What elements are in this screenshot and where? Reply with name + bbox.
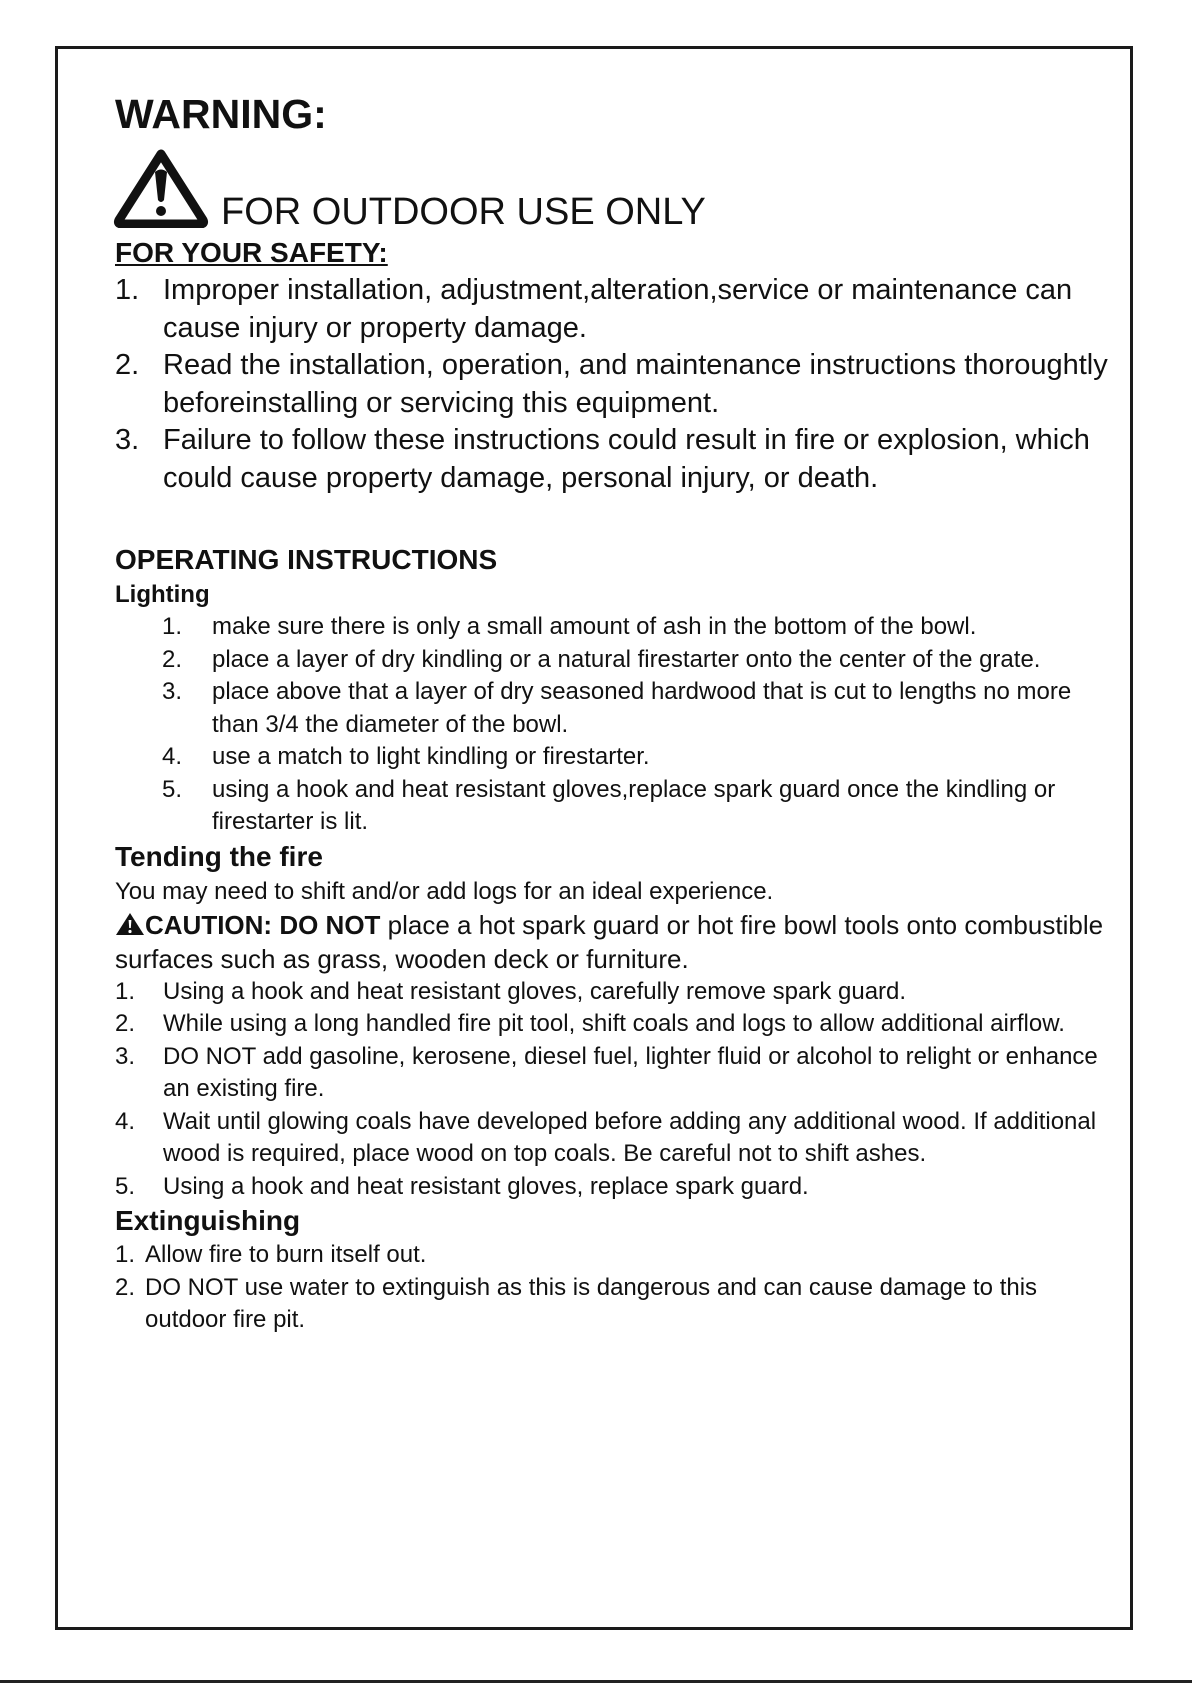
tending-list bbox=[115, 976, 1115, 1204]
list-item: 3. place above that a layer of dry seasoned hardwood that is cut to lengths no more than 3/4 the diameter of the bowl. bbox=[162, 678, 1072, 738]
list-item: 2. Read the installation, operation, and maintenance instructions thoroughtly beforeinstalling or servicing this equipment. bbox=[115, 349, 1108, 419]
caution-text: place a hot spark guard or hot fire bowl tools onto combustible surfaces such as grass, wooden deck or furniture. bbox=[115, 909, 1104, 974]
list-item: 4. Wait until glowing coals have developed before adding any additional wood. If additional wood is required, place wood on top coals. Be careful not to shift ashes. bbox=[115, 1107, 1097, 1167]
list-item: 4. use a match to light kindling or firestarter. bbox=[162, 743, 650, 770]
list-item: 2. While using a long handled fire pit tool, shift coals and logs to allow additional airflow. bbox=[115, 1010, 1065, 1037]
list-item: 1. make sure there is only a small amount of ash in the bottom of the bowl. bbox=[162, 613, 977, 640]
warning-title: WARNING: bbox=[115, 91, 327, 137]
operating-title: OPERATING INSTRUCTIONS bbox=[115, 544, 498, 575]
list-item: 5. Using a hook and heat resistant gloves, replace spark guard. bbox=[115, 1172, 809, 1200]
list-item: 5. using a hook and heat resistant gloves,replace spark guard once the kindling or firestarter is lit. bbox=[162, 775, 1056, 835]
lighting-list bbox=[115, 611, 1115, 839]
tending-title: Tending the fire bbox=[115, 840, 323, 872]
safety-list bbox=[115, 272, 1115, 497]
list-item: 1. Using a hook and heat resistant gloves, carefully remove spark guard. bbox=[115, 977, 907, 1005]
hazard-triangle-icon bbox=[113, 148, 209, 228]
tending-intro: You may need to shift and/or add logs for an ideal experience. bbox=[115, 877, 774, 905]
extinguishing-title: Extinguishing bbox=[115, 1205, 301, 1236]
bottom-rule bbox=[0, 1680, 1192, 1683]
list-item: 2. DO NOT use water to extinguish as this is dangerous and can cause damage to this outdoor fire pit. bbox=[115, 1273, 1038, 1333]
list-item: 1. Allow fire to burn itself out. bbox=[115, 1241, 427, 1268]
list-item: 3. DO NOT add gasoline, kerosene, diesel fuel, lighter fluid or alcohol to relight or enhance an existing fire. bbox=[115, 1042, 1098, 1102]
extinguishing-list bbox=[115, 1239, 1115, 1337]
outdoor-warning bbox=[115, 142, 1115, 234]
caution-notice bbox=[115, 908, 1115, 976]
manual-content bbox=[115, 86, 1115, 1337]
caution-triangle-icon bbox=[115, 912, 145, 936]
list-item: 2. place a layer of dry kindling or a natural firestarter onto the center of the grate. bbox=[162, 645, 1041, 673]
lighting-title: Lighting bbox=[115, 581, 210, 608]
list-item: 3. Failure to follow these instructions could result in fire or explosion, which could cause property damage, personal injury, or death. bbox=[115, 424, 1090, 494]
list-item: 1. Improper installation, adjustment,alteration,service or maintenance can cause injury or property damage. bbox=[115, 274, 1073, 344]
safety-title: FOR YOUR SAFETY: bbox=[115, 237, 388, 268]
outdoor-use-text: FOR OUTDOOR USE ONLY bbox=[221, 191, 706, 233]
caution-label: CAUTION: DO NOT bbox=[145, 909, 381, 940]
